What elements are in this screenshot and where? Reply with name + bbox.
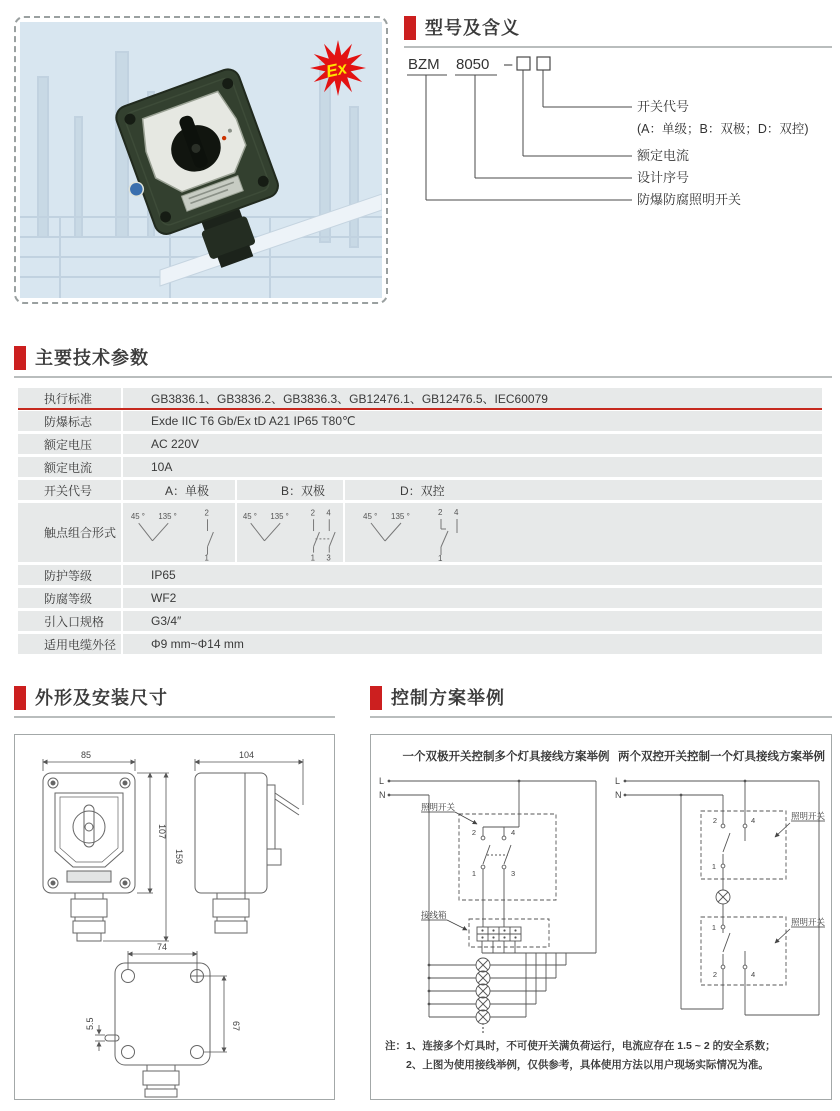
lamp: [716, 890, 730, 904]
terminal-numbers: [712, 816, 755, 979]
switch-code-d: D：双控: [400, 483, 445, 498]
terminal-numbers: [472, 828, 515, 878]
switch-terminals: [481, 836, 506, 869]
section-title-text: 外形及安装尺寸: [35, 688, 168, 708]
terminal-4: 4: [326, 508, 331, 518]
angle-135: 135 °: [270, 512, 289, 522]
right-scheme-title: 两个双控开关控制一个灯具接线方案举例: [618, 751, 825, 763]
row-label: 防护等级: [18, 565, 123, 585]
back-view-outline: [105, 963, 210, 1097]
label-design-serial: 设计序号: [637, 170, 690, 185]
svg-text:2: 2: [712, 970, 717, 979]
table-row-switch-codes: [18, 480, 822, 500]
row-label: 防腐等级: [18, 588, 123, 608]
row-label: 适用电缆外径: [18, 634, 123, 654]
side-view-dimensions: [195, 759, 303, 805]
note-line-1: 1、连接多个灯具时，不可使开关满负荷运行，电流应存在 1.5 ~ 2 的安全系数；: [406, 1040, 776, 1052]
switch-code-a: A：单极: [123, 480, 237, 500]
contact-diagram-b: [237, 503, 345, 562]
dim-front-height: 107: [157, 824, 167, 840]
svg-text:1: 1: [711, 923, 716, 932]
section-title-text: 控制方案举例: [391, 688, 505, 708]
table-row-contact-diagrams: [18, 503, 822, 562]
row-value: Φ9 mm~Φ14 mm: [151, 637, 244, 651]
row-value: AC 220V: [151, 437, 200, 451]
left-scheme-title: 一个双极开关控制多个灯具接线方案举例: [402, 751, 610, 763]
red-bar: [14, 346, 26, 370]
terminal-1: 1: [310, 553, 315, 562]
table-row: [18, 434, 822, 454]
junction-box-label: 接线箱: [421, 910, 447, 920]
svg-text:1: 1: [711, 862, 716, 871]
table-row: [18, 388, 822, 410]
svg-text:3: 3: [511, 869, 516, 878]
row-value: GB3836.1、GB3836.2、GB3836.3、GB12476.1、GB12476.5、IEC60079: [151, 391, 548, 406]
model-blank-box-2: [537, 57, 550, 70]
wiring-diagrams: [371, 769, 831, 1033]
label-rated-current: 额定电流: [637, 148, 690, 163]
row-label: 引入口规格: [18, 611, 123, 631]
terminal-4: 4: [454, 508, 459, 517]
right-wiring-diagram: [615, 776, 826, 1015]
dim-back-width: 74: [157, 942, 168, 952]
contact-diagram-a-svg: [123, 503, 235, 562]
svg-text:4: 4: [511, 828, 516, 837]
table-row: [18, 611, 822, 631]
model-dash: –: [504, 56, 513, 73]
row-label: 防爆标志: [18, 411, 123, 431]
terminal-3: 3: [326, 553, 331, 562]
note-line-2: 2、上图为使用接线举例，仅供参考，具体使用方法以用户现场实际情况为准。: [406, 1058, 769, 1071]
dim-total-height: 159: [174, 849, 184, 865]
row-label: 开关代号: [18, 480, 123, 500]
dimension-drawings: [15, 735, 334, 1099]
row-label: 触点组合形式: [18, 503, 123, 562]
terminal-1: 1: [204, 553, 209, 562]
terminal-1: 1: [438, 554, 443, 562]
product-photo-frame: [14, 16, 388, 304]
angle-135: 135 °: [391, 512, 410, 521]
red-bar: [370, 686, 382, 710]
angle-45: 45 °: [242, 512, 257, 522]
model-series: 8050: [456, 56, 490, 73]
line-n-label: N: [379, 790, 386, 800]
row-value: IP65: [151, 568, 176, 582]
red-bar: [404, 16, 416, 40]
note-prefix: 注：: [385, 1040, 406, 1052]
junction-dots: [388, 780, 521, 1033]
model-blank-box-1: [517, 57, 530, 70]
row-label: 执行标准: [18, 388, 123, 408]
svg-text:2: 2: [712, 816, 717, 825]
table-row: [18, 457, 822, 477]
table-row: [18, 565, 822, 585]
front-view-outline: [43, 773, 135, 941]
dims-section-title: [14, 686, 335, 718]
lighting-switch-label: 照明开关: [791, 917, 826, 927]
table-row: [18, 634, 822, 654]
label-switch-code: 开关代号: [637, 99, 690, 114]
control-schemes-box: [370, 734, 832, 1100]
params-section-title: [14, 346, 832, 378]
row-value: Exde IIC T6 Gb/Ex tD A21 IP65 T80℃: [151, 414, 356, 428]
model-breakdown-diagram: [404, 52, 832, 222]
table-row: [18, 588, 822, 608]
lighting-switch-label: 照明开关: [421, 802, 456, 812]
contact-diagram-a: [123, 503, 237, 562]
contact-diagram-d: [345, 503, 822, 562]
product-photo: [20, 22, 382, 298]
dim-hole: 5.5: [85, 1017, 95, 1030]
terminal-2: 2: [438, 508, 443, 517]
usage-note: [385, 1037, 825, 1075]
svg-text:4: 4: [751, 970, 756, 979]
angle-45: 45 °: [363, 512, 378, 521]
contact-diagram-b-svg: [237, 503, 343, 562]
ex-label: Ex: [324, 58, 349, 82]
row-label: 额定电流: [18, 457, 123, 477]
line-n-label: N: [615, 790, 622, 800]
lamps: [476, 958, 490, 1024]
section-title-text: 型号及含义: [425, 18, 520, 38]
label-product-name: 防爆防腐照明开关: [637, 192, 742, 207]
terminal-2: 2: [310, 508, 315, 518]
section-title-text: 主要技术参数: [35, 348, 149, 368]
dimension-drawings-box: [14, 734, 335, 1100]
row-value: WF2: [151, 591, 177, 605]
svg-text:1: 1: [471, 869, 476, 878]
angle-45: 45 °: [130, 512, 145, 522]
model-leader-lines: [407, 70, 632, 200]
dim-front-width: 85: [81, 750, 92, 760]
row-value: 10A: [151, 460, 173, 474]
dim-side-width: 104: [239, 750, 255, 760]
red-bar: [14, 686, 26, 710]
table-row: [18, 411, 822, 431]
svg-text:4: 4: [751, 816, 756, 825]
junction-dots: [624, 780, 747, 797]
parameters-table: [18, 388, 822, 657]
svg-text:2: 2: [471, 828, 476, 837]
contact-diagram-d-svg: [355, 503, 555, 562]
model-prefix: BZM: [408, 56, 440, 73]
side-view-outline: [195, 773, 299, 933]
line-l-label: L: [615, 776, 621, 786]
switch-code-b: B：双极: [237, 480, 345, 500]
angle-135: 135 °: [158, 512, 177, 522]
left-wiring-diagram: [379, 776, 596, 1033]
row-label: 额定电压: [18, 434, 123, 454]
model-section-title: [404, 16, 832, 48]
label-switch-code-detail: (A：单级；B：双极；D：双控): [637, 122, 809, 136]
lighting-switch-label: 照明开关: [791, 811, 826, 821]
line-l-label: L: [379, 776, 385, 786]
dim-back-height: 67: [231, 1021, 241, 1032]
terminal-2: 2: [204, 508, 209, 518]
control-section-title: [370, 686, 832, 718]
row-value: G3/4″: [151, 614, 182, 628]
